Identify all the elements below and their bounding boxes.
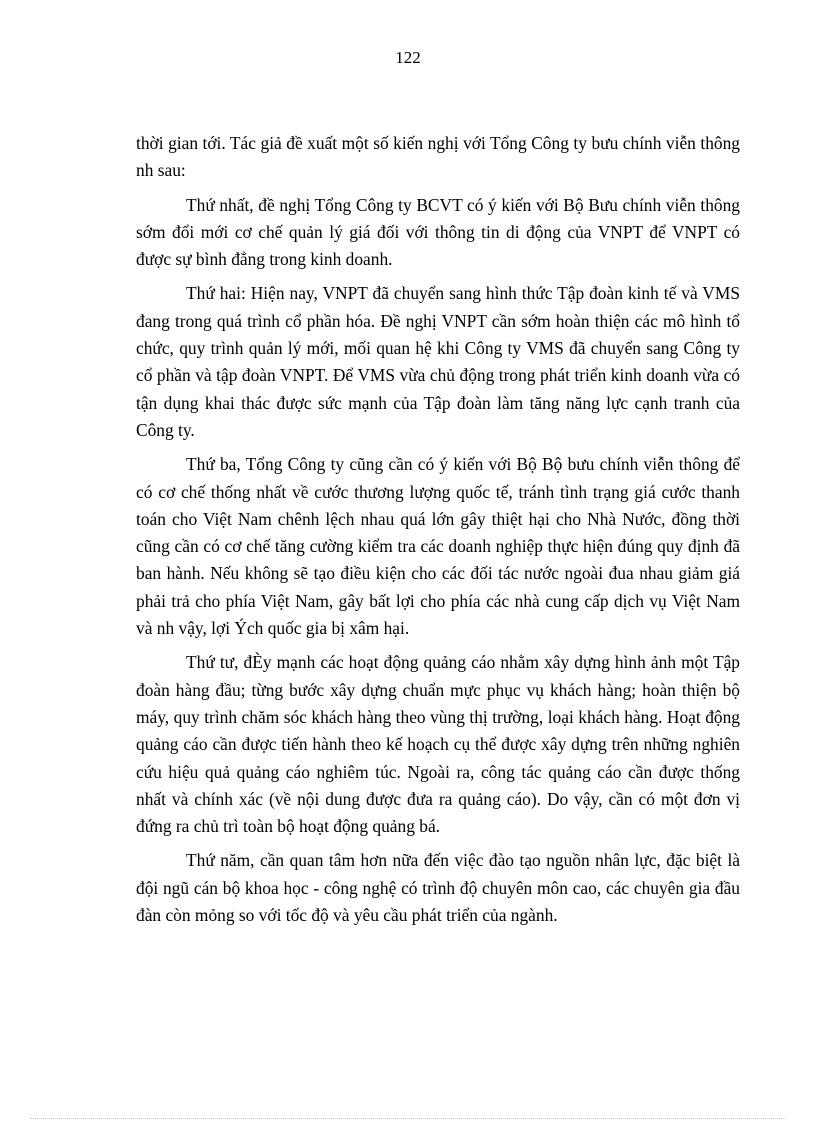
footer-divider [30,1118,786,1119]
paragraph-third-recommendation: Thứ ba, Tổng Công ty cũng cần có ý kiến với Bộ Bộ bưu chính viễn thông để có cơ chế thống nhất về cước thương lượng quốc tế, tránh tình trạng giá cước thanh toán cho Việt Nam chênh lệch nhau quá lớn gây thiệt hại cho Nhà Nước, đồng thời cũng cần có cơ chế tăng cường kiểm tra các doanh nghiệp thực hiện đúng quy định đã ban hành. Nếu không sẽ tạo điều kiện cho các đối tác nước ngoài đua nhau giảm giá phải trả cho phía Việt Nam, gây bất lợi cho phía các nhà cung cấp dịch vụ Việt Nam và nh vậy, lợi Ých quốc gia bị xâm hại. [136,454,740,639]
document-body [136,130,740,936]
paragraph-intro: thời gian tới. Tác giả đề xuất một số kiến nghị với Tổng Công ty bưu chính viễn thông nh sau: [136,133,740,181]
paragraph-fourth-recommendation: Thứ tư, đÈy mạnh các hoạt động quảng cáo nhằm xây dựng hình ảnh một Tập đoàn hàng đầu; từng bước xây dựng chuẩn mực phục vụ khách hàng; hoàn thiện bộ máy, quy trình chăm sóc khách hàng theo vùng thị trường, loại khách hàng. Hoạt động quảng cáo cần được tiến hành theo kế hoạch cụ thể được xây dựng trên những nghiên cứu hiệu quả quảng cáo nghiêm túc. Ngoài ra, công tác quảng cáo cần được thống nhất và chính xác (về nội dung được đưa ra quảng cáo). Do vậy, cần có một đơn vị đứng ra chủ trì toàn bộ hoạt động quảng bá. [136,652,740,837]
paragraph-second-recommendation: Thứ hai: Hiện nay, VNPT đã chuyển sang hình thức Tập đoàn kinh tế và VMS đang trong quá trình cổ phần hóa. Đề nghị VNPT cần sớm hoàn thiện các mô hình tổ chức, quy trình quản lý mới, mối quan hệ khi Công ty VMS đã chuyển sang Công ty cổ phần và tập đoàn VNPT. Để VMS vừa chủ động trong phát triển kinh doanh vừa có tận dụng khai thác được sức mạnh của Tập đoàn làm tăng năng lực cạnh tranh của Công ty. [136,283,740,440]
page-number: 122 [395,48,421,67]
paragraph-first-recommendation: Thứ nhất, đề nghị Tổng Công ty BCVT có ý kiến với Bộ Bưu chính viễn thông sớm đổi mới cơ chế quản lý giá đối với thông tin di động của VNPT để VNPT có được sự bình đẳng trong kinh doanh. [136,194,740,270]
paragraph-fifth-recommendation: Thứ năm, cần quan tâm hơn nữa đến việc đào tạo nguồn nhân lực, đặc biệt là đội ngũ cán bộ khoa học - công nghệ có trình độ chuyên môn cao, các chuyên gia đầu đàn còn mỏng so với tốc độ và yêu cầu phát triển của ngành. [136,850,740,926]
